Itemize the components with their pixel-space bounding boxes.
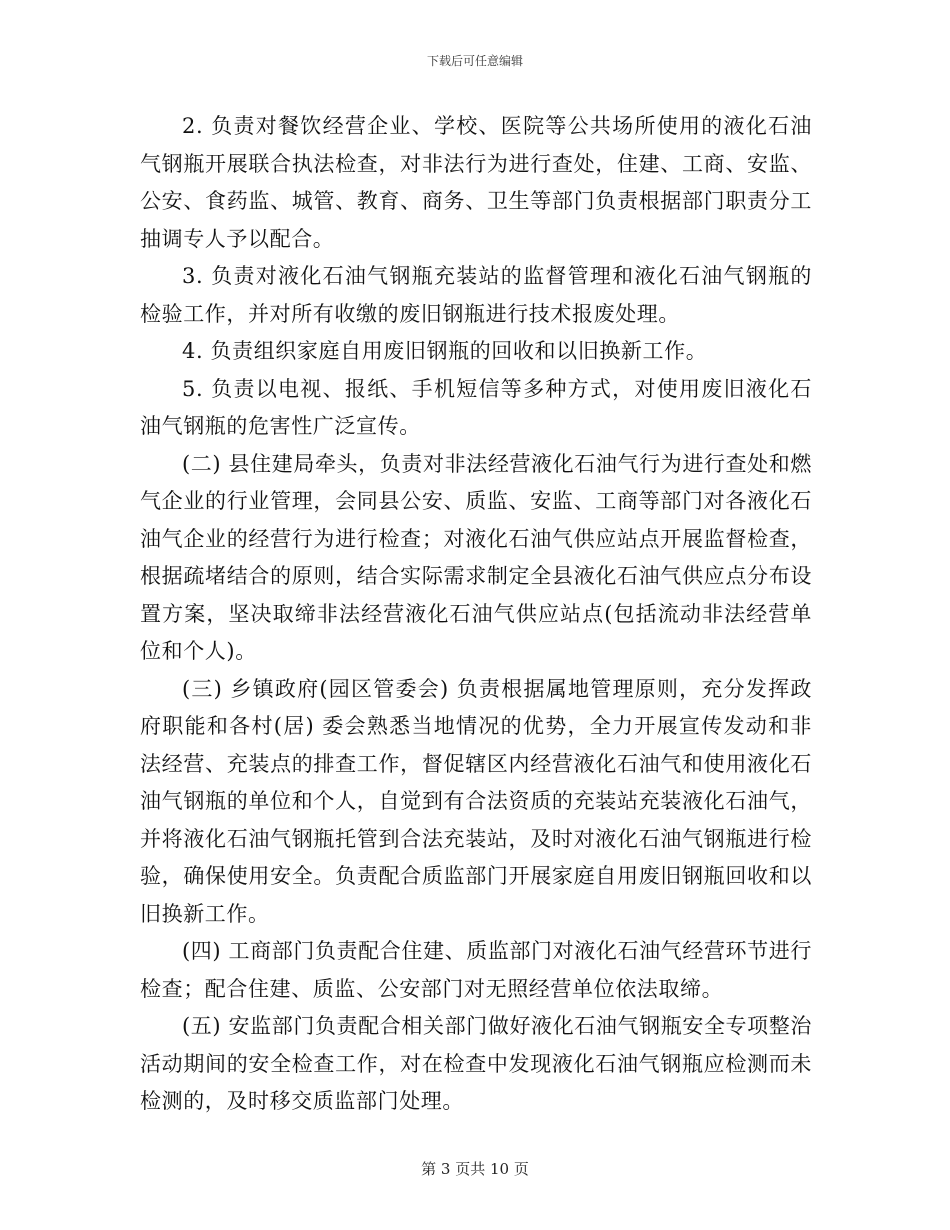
page-number: 第 3 页共 10 页 [421,1160,529,1178]
paragraph-section-3: (三) 乡镇政府(园区管委会) 负责根据属地管理原则，充分发挥政府职能和各村(居) 委会熟悉当地情况的优势，全力开展宣传发动和非法经营、充装点的排查工作，督促辖区内经营液化石油气和使用液化石油气钢瓶的单位和个人，自觉到有合法资质的充装站充装液化石油气，并将液化石油气钢瓶托管到合法充装站，及时对液化石油气钢瓶进行检验，确保使用安全。负责配合质监部门开展家庭自用废旧钢瓶回收和以旧换新工作。 [140,676,812,926]
paragraph-item-4: 4. 负责组织家庭自用废旧钢瓶的回收和以旧换新工作。 [182,339,708,363]
document-body [140,108,812,1121]
paragraph-item-2: 2. 负责对餐饮经营企业、学校、医院等公共场所使用的液化石油气钢瓶开展联合执法检查，对非法行为进行查处，住建、工商、安监、公安、食药监、城管、教育、商务、卫生等部门负责根据部门职责分工抽调专人予以配合。 [140,114,812,251]
paragraph-section-5: (五) 安监部门负责配合相关部门做好液化石油气钢瓶安全专项整治活动期间的安全检查工作，对在检查中发现液化石油气钢瓶应检测而未检测的，及时移交质监部门处理。 [140,1014,812,1113]
paragraph-item-5: 5. 负责以电视、报纸、手机短信等多种方式，对使用废旧液化石油气钢瓶的危害性广泛宣传。 [140,376,812,438]
paragraph-item-3: 3. 负责对液化石油气钢瓶充装站的监督管理和液化石油气钢瓶的检验工作，并对所有收缴的废旧钢瓶进行技术报废处理。 [140,264,812,326]
paragraph-section-2: (二) 县住建局牵头，负责对非法经营液化石油气行为进行查处和燃气企业的行业管理，会同县公安、质监、安监、工商等部门对各液化石油气企业的经营行为进行检查；对液化石油气供应站点开展监督检查，根据疏堵结合的原则，结合实际需求制定全县液化石油气供应点分布设置方案，坚决取缔非法经营液化石油气供应站点(包括流动非法经营单位和个人)。 [140,451,812,663]
page-header-note: 下载后可任意编辑 [426,54,523,68]
paragraph-section-4: (四) 工商部门负责配合住建、质监部门对液化石油气经营环节进行检查；配合住建、质监、公安部门对无照经营单位依法取缔。 [140,939,812,1001]
